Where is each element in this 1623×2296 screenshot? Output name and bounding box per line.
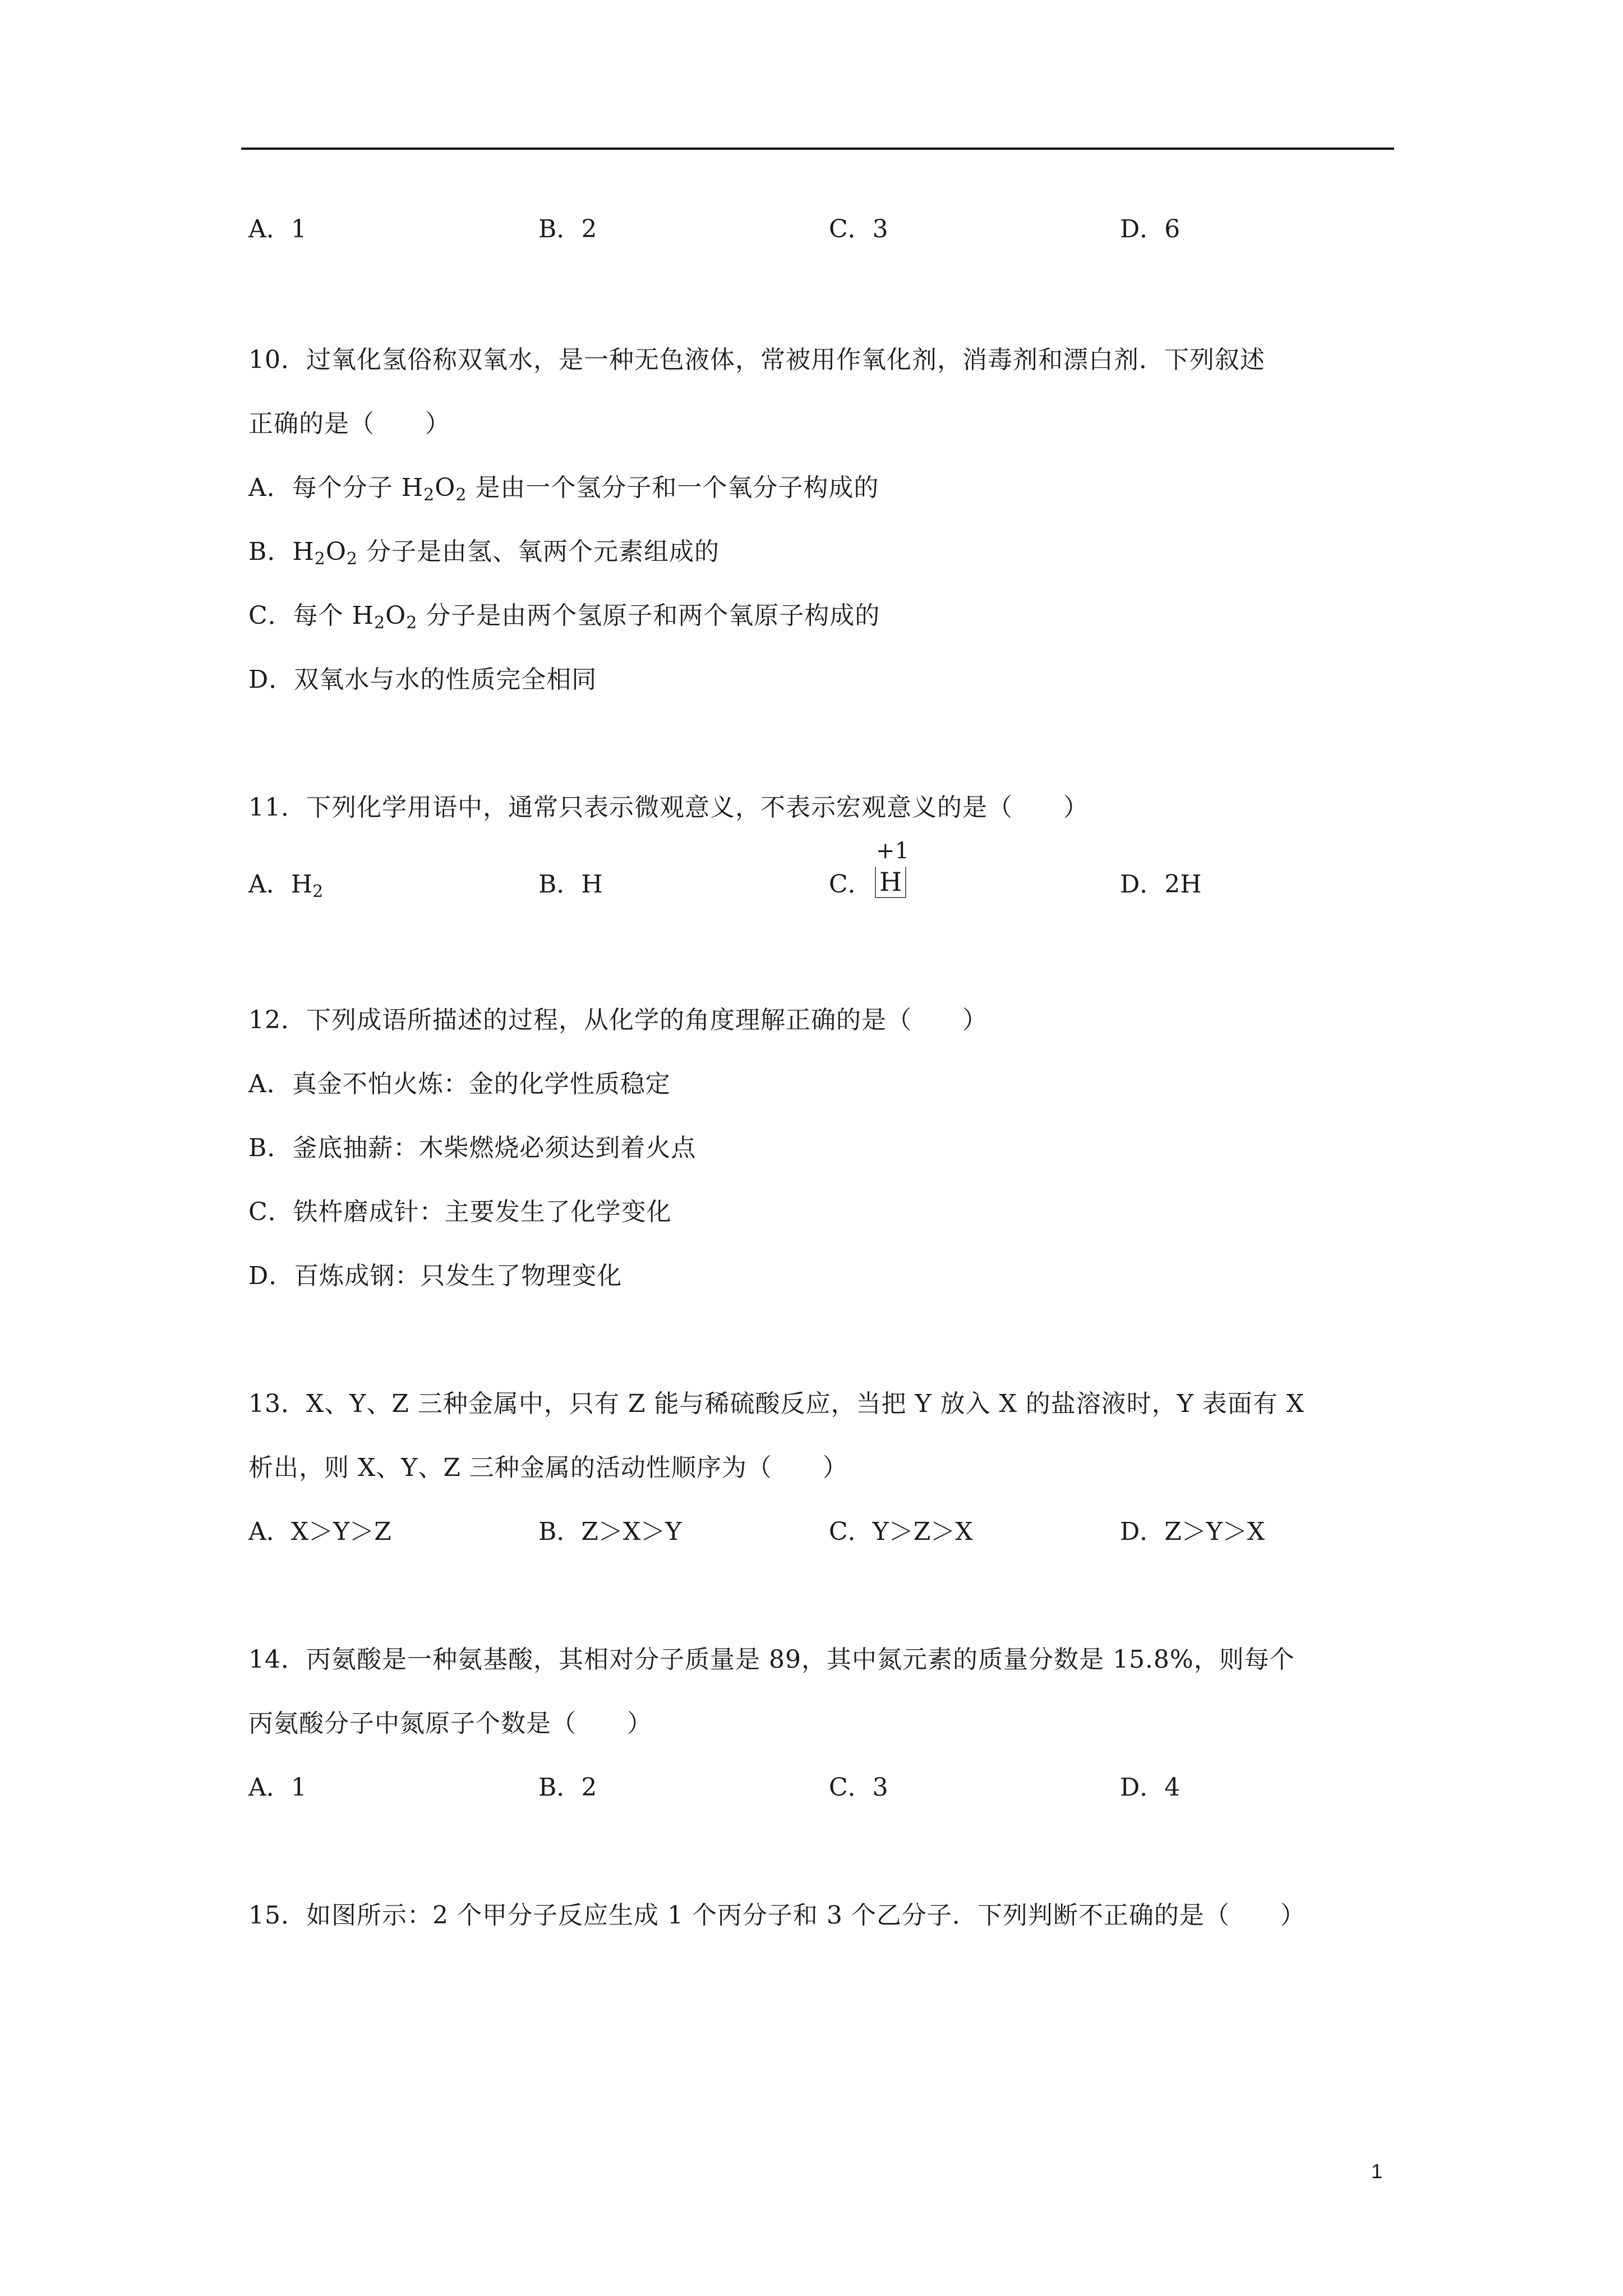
q9-option-a: A．1: [248, 215, 307, 243]
q10-stem-line-2: 正确的是（ ）: [248, 409, 450, 438]
q10-option-a: A．每个分子 $H_2O_2$ 是由一个氢分子和一个氧分子构成的: [248, 473, 879, 505]
page-number: 1: [1371, 2160, 1383, 2183]
q11-option-d: D．2H: [1120, 870, 1202, 899]
q10-option-b: B．$H_2O_2$ 分子是由氢、氧两个元素组成的: [248, 537, 720, 569]
q12-stem: 12．下列成语所描述的过程，从化学的角度理解正确的是（ ）: [248, 1006, 988, 1034]
q11-option-b: B．H: [538, 870, 603, 899]
q9-option-c: C．3: [829, 215, 888, 243]
q14-stem-line-1: 14．丙氨酸是一种氨基酸，其相对分子质量是 89，其中氮元素的质量分数是 15.8%，则每个: [248, 1645, 1295, 1674]
q9-option-d: D．6: [1120, 215, 1181, 243]
q13-stem-line-1: 13．X、Y、Z 三种金属中，只有 Z 能与稀硫酸反应，当把 Y 放入 X 的盐溶液时，Y 表面有 X: [248, 1389, 1305, 1418]
q13-option-c: C．Y＞Z＞X: [829, 1517, 973, 1546]
q12-option-c: C．铁杵磨成针：主要发生了化学变化: [248, 1198, 672, 1226]
q11-option-c: C．: [829, 870, 873, 899]
q14-option-a: A．1: [248, 1773, 307, 1802]
q13-option-a: A．X＞Y＞Z: [248, 1517, 391, 1546]
q11-option-a: A．$H_2$: [248, 870, 324, 901]
q10-option-c: C．每个 $H_2O_2$ 分子是由两个氢原子和两个氧原子构成的: [248, 601, 880, 633]
q14-option-c: C．3: [829, 1773, 888, 1802]
q14-option-d: D．4: [1120, 1773, 1181, 1802]
q12-option-a: A．真金不怕火炼：金的化学性质稳定: [248, 1070, 671, 1098]
q14-option-b: B．2: [538, 1773, 597, 1802]
q11-stem: 11．下列化学用语中，通常只表示微观意义，不表示宏观意义的是（ ）: [248, 793, 1089, 822]
q13-option-b: B．Z＞X＞Y: [538, 1517, 682, 1546]
q15-stem: 15．如图所示：2 个甲分子反应生成 1 个丙分子和 3 个乙分子．下列判断不正确的是（ ）: [248, 1901, 1306, 1930]
q13-stem-line-2: 析出，则 X、Y、Z 三种金属的活动性顺序为（ ）: [248, 1453, 848, 1482]
q13-option-d: D．Z＞Y＞X: [1120, 1517, 1265, 1546]
header-rule: [241, 148, 1394, 150]
q10-option-d: D．双氧水与水的性质完全相同: [248, 665, 597, 694]
q10-stem-line-1: 10．过氧化氢俗称双氧水，是一种无色液体，常被用作氧化剂，消毒剂和漂白剂．下列叙述: [248, 346, 1265, 374]
q12-option-d: D．百炼成钢：只发生了物理变化: [248, 1262, 623, 1290]
q9-option-b: B．2: [538, 215, 597, 243]
q14-stem-line-2: 丙氨酸分子中氮原子个数是（ ）: [248, 1709, 652, 1738]
q12-option-b: B．釜底抽薪：木柴燃烧必须达到着火点: [248, 1134, 697, 1162]
q11-option-c-valence: +1: [876, 838, 909, 864]
q11-option-c-symbol: H: [875, 867, 906, 898]
